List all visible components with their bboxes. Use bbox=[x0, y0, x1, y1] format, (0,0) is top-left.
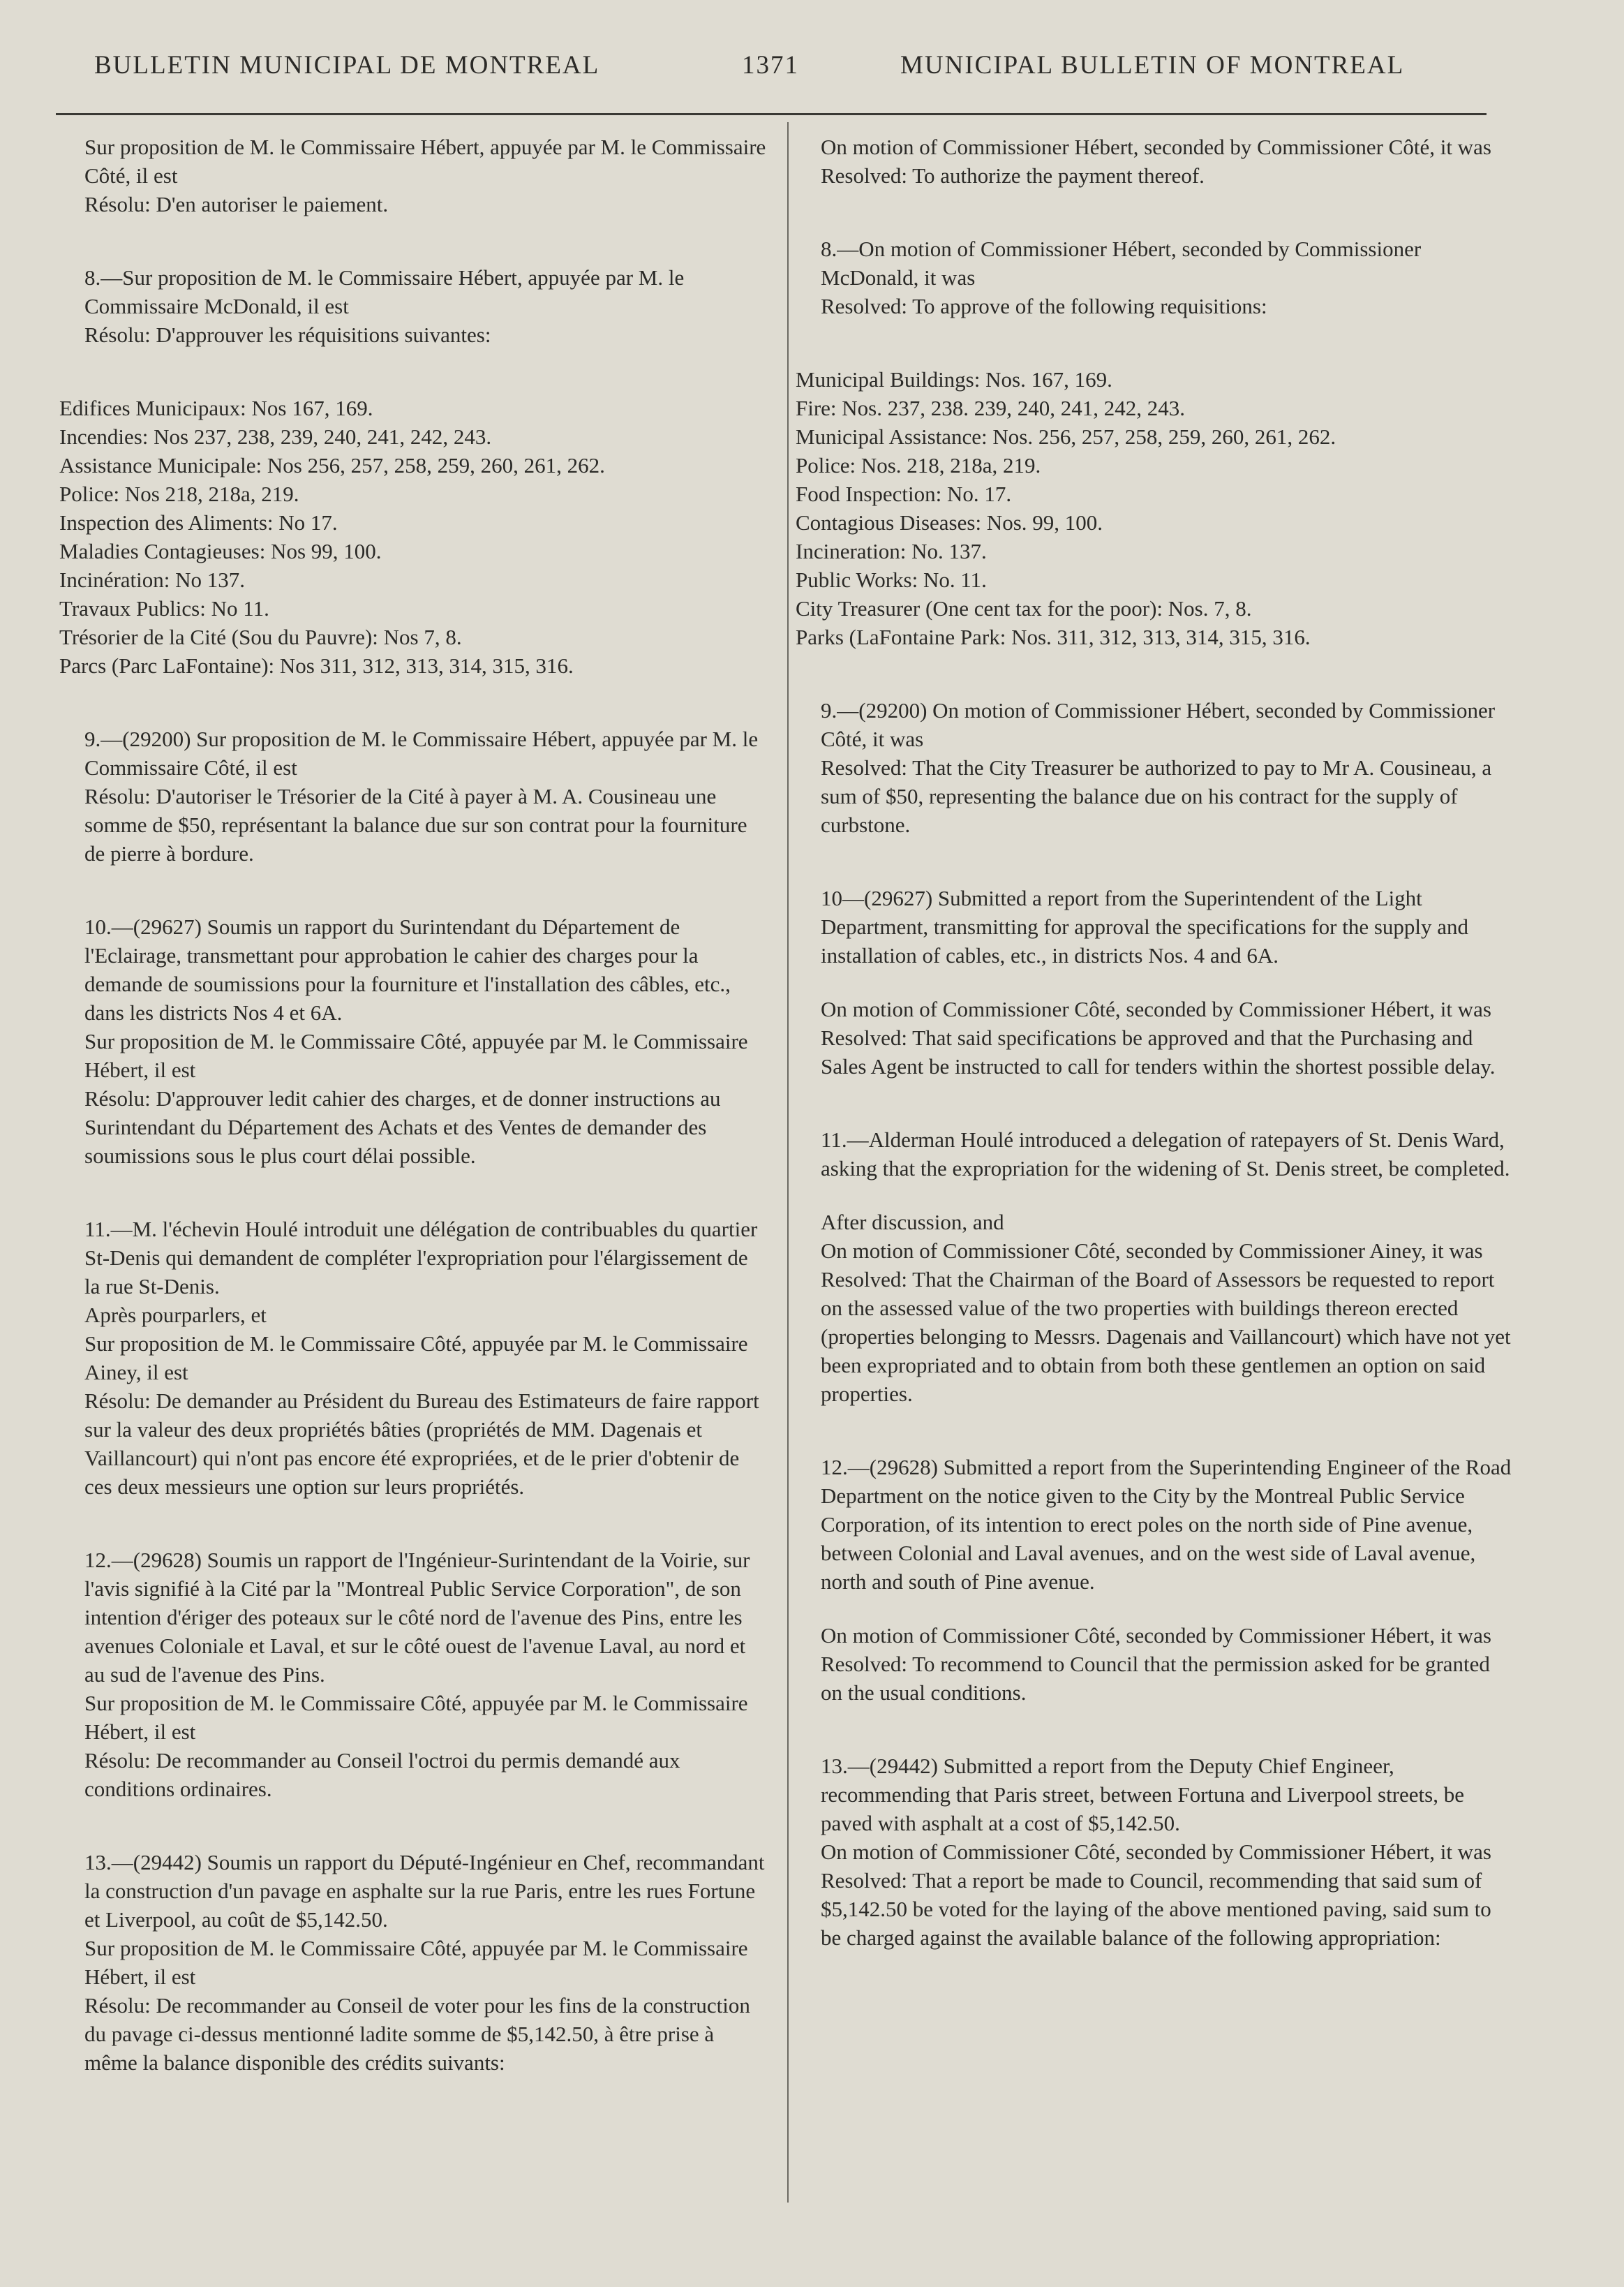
en-resolution: Resolved: To recommend to Council that the permission asked for be granted on the usual conditions. bbox=[821, 1652, 1490, 1705]
en-requisition: Contagious Diseases: Nos. 99, 100. bbox=[796, 510, 1103, 535]
fr-item-13 bbox=[59, 1848, 768, 2077]
en-item-13 bbox=[796, 1752, 1514, 1952]
fr-motion: Sur proposition de M. le Commissaire Côté, appuyée par M. le Commissaire Hébert, il est bbox=[84, 1936, 748, 1989]
en-motion: On motion of Commissioner Côté, seconded by Commissioner Hébert, it was bbox=[821, 997, 1491, 1021]
fr-after-discussion: Après pourparlers, et bbox=[84, 1303, 267, 1327]
en-requisition: Police: Nos. 218, 218a, 219. bbox=[796, 453, 1041, 478]
fr-motion: Sur proposition de M. le Commissaire Côté, appuyée par M. le Commissaire Hébert, il est bbox=[84, 1691, 748, 1744]
en-resolution: Resolved: That said specifications be approved and that the Purchasing and Sales Agent be instructed to call for tenders within the shortest possible delay. bbox=[821, 1026, 1496, 1079]
en-after-discussion: After discussion, and bbox=[821, 1210, 1004, 1234]
en-item-text: 12.—(29628) Submitted a report from the Superintending Engineer of the Road Department on the notice given to the City by the Montreal Public Service Corporation, of its intention to erect poles on the north side of Pine avenue, between Colonial and Laval avenues, and on the west side of Laval avenue, north and south of Pine avenue. bbox=[821, 1455, 1512, 1594]
french-column bbox=[59, 133, 768, 2122]
en-item-8 bbox=[796, 235, 1514, 320]
fr-item-9 bbox=[59, 725, 768, 868]
en-requisition: Fire: Nos. 237, 238. 239, 240, 241, 242, 243. bbox=[796, 396, 1185, 420]
en-item-text: 10—(29627) Submitted a report from the Superintendent of the Light Department, transmitting for approval the specifications for the supply and installation of cables, etc., in districts Nos. 4 and 6A. bbox=[821, 886, 1469, 968]
fr-requisition: Travaux Publics: No 11. bbox=[59, 596, 269, 621]
en-item-payment bbox=[796, 133, 1514, 190]
en-resolution: Resolved: That the Chairman of the Board of Assessors be requested to report on the assessed value of the two properties with buildings thereon erected (properties belonging to Messrs. Dagenais and Vaillancourt) which have not yet been expropriated and to obtain from both these gentlemen an option on said properties. bbox=[821, 1267, 1511, 1406]
fr-item-text: 12.—(29628) Soumis un rapport de l'Ingénieur-Surintendant de la Voirie, sur l'avis signifié à la Cité par la "Montreal Public Service Corporation", de son intention d'ériger des poteaux sur le côté nord de l'avenue des Pins, entre les avenues Coloniale et Laval, et sur le côté ouest de l'avenue Laval, au nord et au sud de l'avenue des Pins. bbox=[84, 1548, 750, 1687]
fr-item-12 bbox=[59, 1546, 768, 1803]
en-resolution: Resolved: To authorize the payment thereof. bbox=[821, 163, 1205, 188]
en-motion: On motion of Commissioner Hébert, seconded by Commissioner Côté, it was bbox=[821, 135, 1491, 159]
fr-resolution: Résolu: De recommander au Conseil l'octroi du permis demandé aux conditions ordinaires. bbox=[84, 1748, 680, 1801]
en-motion: On motion of Commissioner Côté, seconded by Commissioner Ainey, it was bbox=[821, 1238, 1483, 1263]
fr-requisition: Parcs (Parc LaFontaine): Nos 311, 312, 313, 314, 315, 316. bbox=[59, 653, 574, 678]
fr-item-10 bbox=[59, 912, 768, 1170]
en-resolution: Resolved: That a report be made to Council, recommending that said sum of $5,142.50 be voted for the laying of the above mentioned paving, said sum to be charged against the available balance of the following appropriation: bbox=[821, 1868, 1491, 1950]
fr-resolution: Résolu: D'en autoriser le paiement. bbox=[84, 192, 389, 216]
fr-motion: Sur proposition de M. le Commissaire Côté, appuyée par M. le Commissaire Ainey, il est bbox=[84, 1331, 748, 1384]
spacer bbox=[796, 970, 1514, 995]
en-requisition: City Treasurer (One cent tax for the poor): Nos. 7, 8. bbox=[796, 596, 1252, 621]
fr-resolution: Résolu: D'autoriser le Trésorier de la Cité à payer à M. A. Cousineau une somme de $50, représentant la balance due sur son contrat pour la fourniture de pierre à bordure. bbox=[84, 784, 747, 866]
fr-motion: 8.—Sur proposition de M. le Commissaire Hébert, appuyée par M. le Commissaire McDonald, il est bbox=[84, 265, 685, 318]
fr-motion: Sur proposition de M. le Commissaire Côté, appuyée par M. le Commissaire Hébert, il est bbox=[84, 1029, 748, 1082]
header-left-title: BULLETIN MUNICIPAL DE MONTREAL bbox=[94, 51, 600, 80]
fr-requisition: Incendies: Nos 237, 238, 239, 240, 241, 242, 243. bbox=[59, 424, 492, 449]
fr-item-8 bbox=[59, 263, 768, 349]
fr-requisition: Assistance Municipale: Nos 256, 257, 258, 259, 260, 261, 262. bbox=[59, 453, 605, 478]
fr-requisitions-list bbox=[59, 394, 768, 680]
fr-resolution: Résolu: D'approuver les réquisitions suivantes: bbox=[84, 323, 491, 347]
en-item-9 bbox=[796, 696, 1514, 839]
en-requisition: Municipal Assistance: Nos. 256, 257, 258, 259, 260, 261, 262. bbox=[796, 424, 1336, 449]
en-requisition: Incineration: No. 137. bbox=[796, 539, 987, 563]
fr-motion: Sur proposition de M. le Commissaire Hébert, appuyée par M. le Commissaire Côté, il est bbox=[84, 135, 766, 188]
fr-item-text: 9.—(29200) Sur proposition de M. le Commissaire Hébert, appuyée par M. le Commissaire Côté, il est bbox=[84, 727, 759, 780]
fr-item-text: 11.—M. l'échevin Houlé introduit une délégation de contribuables du quartier St-Denis qui demandent de compléter l'expropriation pour l'élargissement de la rue St-Denis. bbox=[84, 1217, 758, 1298]
fr-requisition: Inspection des Aliments: No 17. bbox=[59, 510, 338, 535]
column-divider bbox=[787, 122, 789, 2203]
fr-item-11 bbox=[59, 1215, 768, 1501]
en-item-12 bbox=[796, 1453, 1514, 1707]
en-motion: 8.—On motion of Commissioner Hébert, seconded by Commissioner McDonald, it was bbox=[821, 237, 1422, 290]
en-requisition: Municipal Buildings: Nos. 167, 169. bbox=[796, 367, 1112, 392]
en-resolution: Resolved: To approve of the following requisitions: bbox=[821, 294, 1267, 318]
fr-requisition: Maladies Contagieuses: Nos 99, 100. bbox=[59, 539, 382, 563]
en-item-text: 9.—(29200) On motion of Commissioner Hébert, seconded by Commissioner Côté, it was bbox=[821, 698, 1496, 751]
fr-requisition: Edifices Municipaux: Nos 167, 169. bbox=[59, 396, 373, 420]
fr-item-text: 13.—(29442) Soumis un rapport du Député-Ingénieur en Chef, recommandant la construction d'un pavage en asphalte sur la rue Paris, entre les rues Fortune et Liverpool, au coût de $5,142.50. bbox=[84, 1850, 765, 1932]
fr-resolution: Résolu: De recommander au Conseil de voter pour les fins de la construction du pavage ci-dessus mentionné ladite somme de $5,142.50, à être prise à même la balance disponible des crédits suivants: bbox=[84, 1993, 750, 2075]
page-number: 1371 bbox=[742, 51, 799, 80]
en-item-text: 11.—Alderman Houlé introduced a delegation of ratepayers of St. Denis Ward, asking that the expropriation for the widening of St. Denis street, be completed. bbox=[821, 1127, 1510, 1180]
english-column bbox=[796, 133, 1514, 1997]
fr-requisition: Police: Nos 218, 218a, 219. bbox=[59, 482, 299, 506]
fr-requisition: Trésorier de la Cité (Sou du Pauvre): Nos 7, 8. bbox=[59, 625, 462, 649]
en-motion: On motion of Commissioner Côté, seconded by Commissioner Hébert, it was bbox=[821, 1623, 1491, 1648]
spacer bbox=[796, 1596, 1514, 1621]
fr-item-text: 10.—(29627) Soumis un rapport du Surintendant du Département de l'Eclairage, transmettant pour approbation le cahier des charges pour la demande de soumissions pour la fourniture et l'installation des câbles, etc., dans les districts Nos 4 et 6A. bbox=[84, 915, 731, 1025]
en-requisition: Parks (LaFontaine Park: Nos. 311, 312, 313, 314, 315, 316. bbox=[796, 625, 1311, 649]
fr-resolution: Résolu: De demander au Président du Bureau des Estimateurs de faire rapport sur la valeur des deux propriétés bâties (propriétés de MM. Dagenais et Vaillancourt) qui n'ont pas encore été expropriées, et de le prier d'obtenir de ces deux messieurs une option sur leurs propriétés. bbox=[84, 1389, 759, 1499]
spacer bbox=[796, 1183, 1514, 1208]
en-motion: On motion of Commissioner Côté, seconded by Commissioner Hébert, it was bbox=[821, 1840, 1491, 1864]
en-requisition: Public Works: No. 11. bbox=[796, 568, 987, 592]
en-item-11 bbox=[796, 1125, 1514, 1408]
en-resolution: Resolved: That the City Treasurer be authorized to pay to Mr A. Cousineau, a sum of $50, representing the balance due on his contract for the supply of curbstone. bbox=[821, 755, 1492, 837]
fr-resolution: Résolu: D'approuver ledit cahier des charges, et de donner instructions au Surintendant du Département des Achats et des Ventes de demander des soumissions sous le plus court délai possible. bbox=[84, 1086, 721, 1168]
header-right-title: MUNICIPAL BULLETIN OF MONTREAL bbox=[900, 51, 1405, 80]
en-requisitions-list bbox=[796, 365, 1514, 651]
en-item-10 bbox=[796, 884, 1514, 1081]
en-item-text: 13.—(29442) Submitted a report from the Deputy Chief Engineer, recommending that Paris street, between Fortuna and Liverpool streets, be paved with asphalt at a cost of $5,142.50. bbox=[821, 1754, 1464, 1835]
fr-requisition: Incinération: No 137. bbox=[59, 568, 246, 592]
fr-item-payment bbox=[59, 133, 768, 219]
header-rule bbox=[56, 113, 1487, 115]
en-requisition: Food Inspection: No. 17. bbox=[796, 482, 1012, 506]
